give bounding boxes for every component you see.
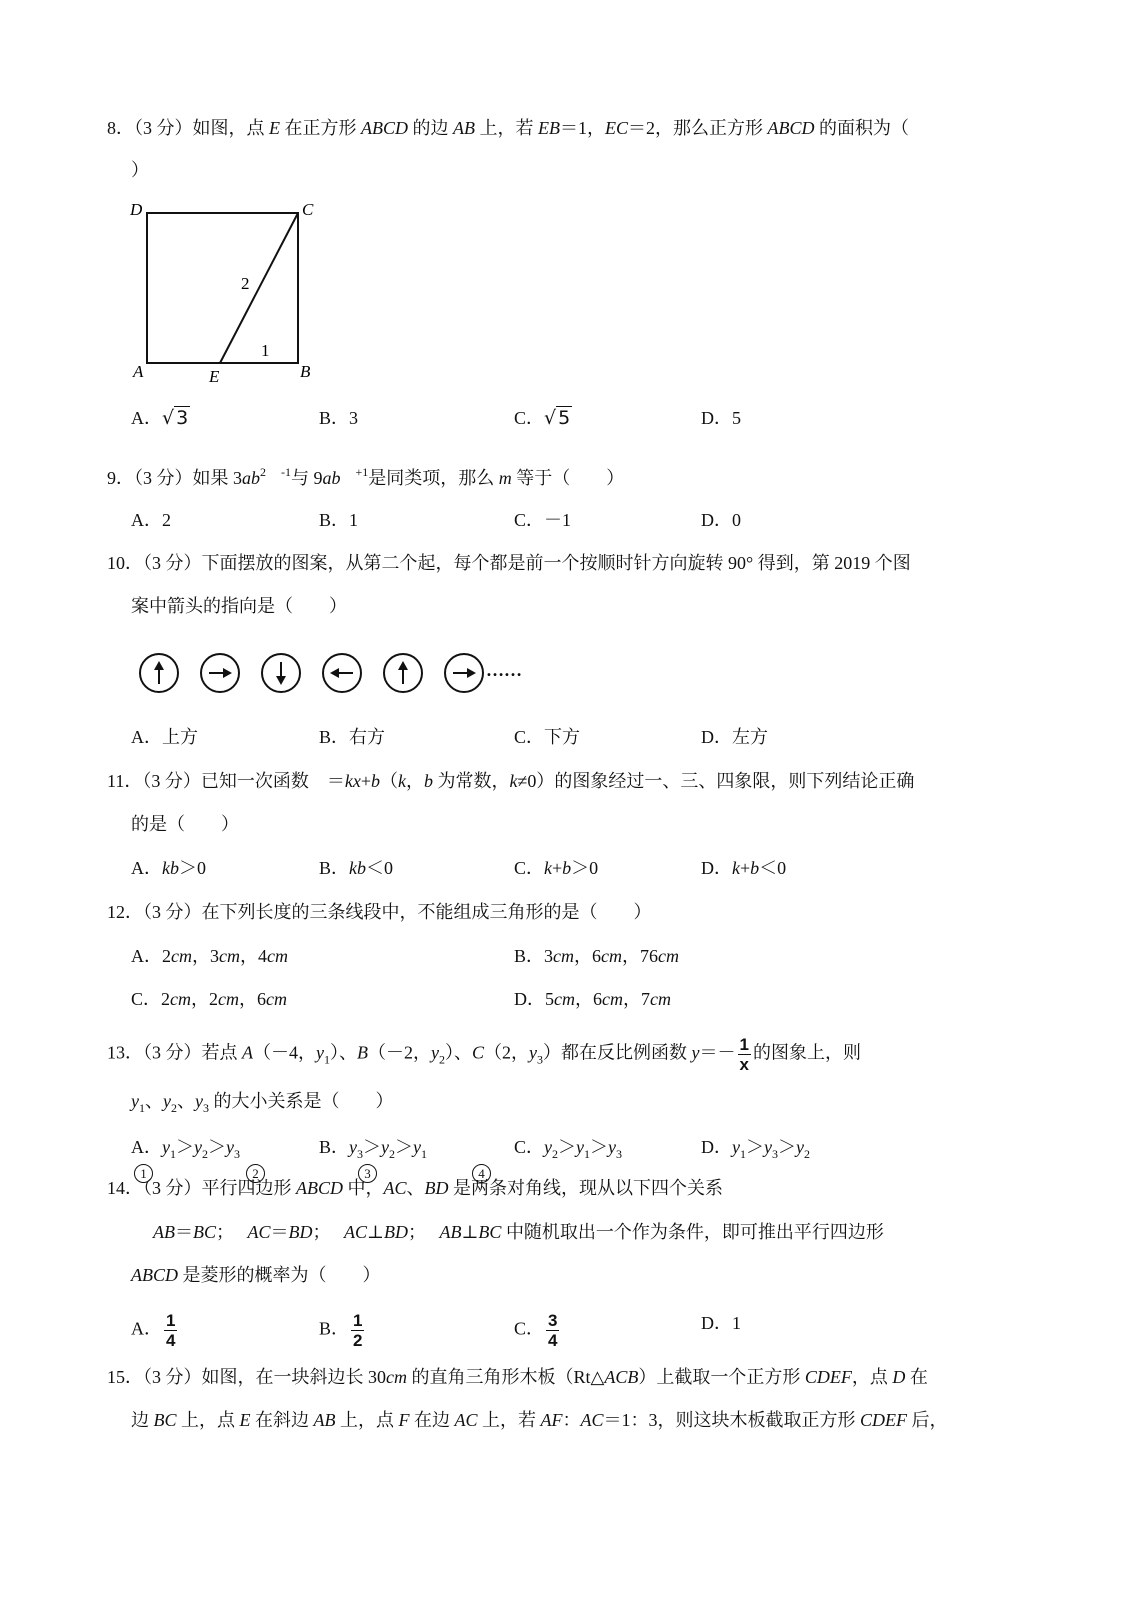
- option-d[interactable]: [701, 725, 768, 749]
- text-segment: 在: [905, 1367, 928, 1387]
- math-var: b: [423, 771, 433, 791]
- text-segment: ，: [405, 771, 424, 791]
- text-segment: ＝: [270, 1222, 289, 1242]
- text-segment: ＝2，那么正方形: [628, 118, 768, 138]
- text-segment: +: [552, 858, 563, 878]
- math-var: AC: [383, 1178, 407, 1198]
- text-segment: ＞: [363, 1137, 382, 1157]
- text-segment: C．: [514, 858, 545, 878]
- text-segment: 的直角三角形木板（Rt△: [407, 1367, 605, 1387]
- text-segment: 上，若: [475, 118, 538, 138]
- text-segment: ；: [407, 1222, 440, 1242]
- text-segment: ＞: [590, 1137, 609, 1157]
- text-segment: B．右方: [319, 727, 386, 747]
- text-segment: ＞: [778, 1137, 796, 1157]
- text-segment: ⊥: [461, 1222, 479, 1242]
- math-var: cm: [602, 989, 623, 1009]
- option-d[interactable]: [514, 987, 671, 1011]
- math-var: b: [562, 858, 572, 878]
- math-sup: 2: [260, 465, 266, 479]
- text-segment: 14．（3 分）平行四边形: [107, 1178, 296, 1198]
- text-segment: B．: [319, 1137, 350, 1157]
- text-segment: 15．（3 分）如图，在一块斜边长 30: [107, 1367, 386, 1387]
- math-var: D: [892, 1367, 906, 1387]
- text-segment: C．2: [131, 989, 171, 1009]
- text-segment: +: [360, 771, 371, 791]
- math-var: kx: [344, 771, 361, 791]
- text-segment: 8．（3 分）如图，点: [107, 118, 269, 138]
- text-segment: D．0: [701, 510, 741, 530]
- math-sup: -1: [266, 465, 291, 479]
- arrow-right-icon: [443, 652, 485, 694]
- text-segment: ＞: [176, 1137, 194, 1157]
- math-var: F: [398, 1410, 410, 1430]
- option-c[interactable]: [514, 725, 580, 749]
- fraction-denominator: 4: [548, 1331, 558, 1350]
- math-var: AB: [313, 1410, 336, 1430]
- option-c[interactable]: [514, 406, 572, 430]
- text-segment: ⊥: [367, 1222, 384, 1242]
- label-e: E: [209, 367, 220, 386]
- math-sub: 1: [740, 1147, 746, 1161]
- math-var: AC: [454, 1410, 478, 1430]
- math-sup: +1: [340, 465, 369, 479]
- fraction-numerator: 1: [739, 1035, 749, 1054]
- text-segment: C．: [514, 1137, 545, 1157]
- text-segment: ；: [216, 1222, 248, 1242]
- math-var: E: [269, 118, 280, 138]
- label-ec-length: 2: [241, 274, 250, 293]
- fraction-denominator: 4: [166, 1331, 176, 1350]
- q14-stem: [107, 1176, 723, 1200]
- text-segment: ＝－: [699, 1042, 736, 1063]
- math-var: BC: [193, 1222, 217, 1242]
- math-sub: 1: [139, 1101, 145, 1115]
- math-sub: 2: [389, 1147, 396, 1161]
- circled-number-2: 2: [246, 1164, 265, 1183]
- arrow-down-icon: [260, 652, 302, 694]
- text-segment: 等于（ ）: [511, 468, 625, 488]
- math-var: kb: [162, 858, 179, 878]
- math-sub: 1: [421, 1147, 428, 1161]
- math-var: AC: [247, 1222, 271, 1242]
- text-segment: C．: [514, 1318, 545, 1339]
- math-var: cm: [658, 946, 680, 966]
- math-var: y: [431, 1042, 439, 1063]
- text-segment: ，6: [574, 946, 602, 966]
- text-segment: 上，点: [335, 1410, 399, 1430]
- text-segment: +: [740, 858, 751, 878]
- math-var: y: [163, 1091, 171, 1111]
- option-b[interactable]: [319, 406, 358, 430]
- option-c[interactable]: [131, 987, 287, 1011]
- math-sub: 3: [616, 1147, 623, 1161]
- option-d[interactable]: [701, 1135, 810, 1166]
- option-a[interactable]: [131, 1311, 179, 1350]
- option-c[interactable]: [514, 508, 571, 532]
- text-segment: 上，点: [176, 1410, 240, 1430]
- text-segment: ＞0: [179, 858, 206, 878]
- text-segment: ＜0: [759, 858, 787, 878]
- option-a[interactable]: [131, 856, 206, 880]
- math-var: k: [397, 771, 406, 791]
- math-var: k: [509, 771, 518, 791]
- text-segment: ，3: [192, 946, 219, 966]
- math-sub: 1: [170, 1147, 176, 1161]
- text-segment: B．3: [514, 946, 554, 966]
- circled-number-4: 4: [472, 1164, 491, 1183]
- math-var: EC: [605, 118, 629, 138]
- text-segment: A．上方: [131, 727, 198, 747]
- text-segment: 的面积为（: [814, 118, 910, 138]
- radical-sign-icon: √: [162, 407, 175, 429]
- math-var: ABCD: [131, 1265, 178, 1285]
- text-segment: 9．（3 分）如果 3: [107, 468, 242, 488]
- q13-stem-cont: [131, 1089, 394, 1120]
- option-c[interactable]: [514, 1135, 622, 1166]
- option-d[interactable]: [701, 508, 741, 532]
- text-segment: ）、: [445, 1042, 472, 1063]
- text-segment: 、: [406, 1178, 425, 1198]
- math-var: y: [608, 1137, 617, 1157]
- text-segment: A．: [131, 1137, 162, 1157]
- text-segment: B．3: [319, 408, 359, 428]
- math-var: AC: [580, 1410, 604, 1430]
- math-var: cm: [266, 989, 288, 1009]
- text-segment: D．: [701, 1137, 732, 1157]
- text-segment: 在正方形: [280, 118, 361, 138]
- text-segment: ＝: [175, 1222, 193, 1242]
- text-segment: 在斜边: [250, 1410, 314, 1430]
- option-b[interactable]: [319, 856, 393, 880]
- text-segment: C．－1: [514, 510, 572, 530]
- math-var: ab: [242, 468, 260, 488]
- text-segment: ＝1，: [560, 118, 605, 138]
- math-var: cm: [601, 946, 623, 966]
- math-var: cm: [554, 989, 575, 1009]
- math-var: AC: [344, 1222, 368, 1242]
- math-var: cm: [218, 989, 240, 1009]
- fraction-numerator: 1: [353, 1311, 363, 1330]
- option-d[interactable]: [701, 406, 741, 430]
- math-var: y: [413, 1137, 422, 1157]
- fraction: [738, 1035, 751, 1074]
- text-segment: ）、: [330, 1042, 357, 1063]
- math-var: y: [195, 1091, 203, 1111]
- text-segment: ＞: [208, 1137, 226, 1157]
- math-sub: 2: [552, 1147, 559, 1161]
- math-var: b: [750, 858, 760, 878]
- text-segment: B．: [319, 1318, 350, 1339]
- text-segment: 是两条对角线，现从以下四个关系: [448, 1178, 724, 1198]
- option-a[interactable]: [131, 944, 288, 968]
- math-var: B: [357, 1042, 368, 1063]
- math-var: AB: [153, 1222, 175, 1242]
- text-segment: ，7: [623, 989, 650, 1009]
- circled-number-1: 1: [134, 1164, 153, 1183]
- math-var: y: [381, 1137, 390, 1157]
- text-segment: 的图象上，则: [752, 1042, 861, 1063]
- radicand: 3: [176, 407, 189, 429]
- option-a[interactable]: [131, 406, 190, 430]
- q14-stem-cont2: [131, 1263, 381, 1287]
- text-segment: A．: [131, 408, 162, 428]
- q10-stem-cont: [131, 594, 347, 618]
- text-segment: 、: [145, 1091, 163, 1111]
- math-sub: 1: [584, 1147, 591, 1161]
- math-var: cm: [553, 946, 575, 966]
- math-var: k: [544, 858, 553, 878]
- math-var: k: [732, 858, 740, 878]
- math-var: kb: [349, 858, 367, 878]
- math-sub: 2: [202, 1147, 208, 1161]
- radicand: 5: [558, 407, 571, 429]
- label-eb-length: 1: [261, 341, 270, 360]
- text-segment: B．: [319, 858, 350, 878]
- square-root: [162, 406, 190, 429]
- text-segment: ）上截取一个正方形: [638, 1367, 805, 1387]
- math-var: y: [131, 1091, 139, 1111]
- text-segment: ＝1：3，则这块木板截取正方形: [603, 1410, 861, 1430]
- math-var: y: [576, 1137, 585, 1157]
- math-var: y: [316, 1042, 324, 1063]
- math-var: cm: [267, 946, 288, 966]
- square-root: [544, 406, 572, 429]
- text-segment: C．: [514, 408, 545, 428]
- math-sub: 2: [804, 1147, 810, 1161]
- fraction: [164, 1311, 177, 1350]
- math-var: y: [732, 1137, 740, 1157]
- math-var: y: [691, 1042, 700, 1063]
- text-segment: D．左方: [701, 727, 768, 747]
- math-var: BC: [153, 1410, 177, 1430]
- q11-stem: [107, 769, 914, 793]
- option-a[interactable]: [131, 725, 198, 749]
- math-var: AB: [453, 118, 475, 138]
- math-var: AB: [439, 1222, 462, 1242]
- math-sub: 3: [203, 1101, 209, 1115]
- option-b[interactable]: [514, 944, 679, 968]
- fraction-denominator: 2: [353, 1331, 363, 1350]
- math-sub: 2: [171, 1101, 177, 1115]
- option-b[interactable]: [319, 1311, 366, 1350]
- q14-stem-cont: [153, 1220, 884, 1244]
- text-segment: ）: [131, 160, 149, 180]
- math-var: y: [226, 1137, 234, 1157]
- text-segment: D．5: [514, 989, 554, 1009]
- text-segment: C．下方: [514, 727, 581, 747]
- label-c: C: [302, 200, 314, 219]
- text-segment: A．: [131, 858, 162, 878]
- text-segment: （: [379, 771, 398, 791]
- text-segment: 13．（3 分）若点: [107, 1042, 242, 1063]
- math-var: BD: [424, 1178, 449, 1198]
- q15-stem-cont: [131, 1408, 948, 1432]
- math-var: y: [796, 1137, 804, 1157]
- option-a[interactable]: [131, 508, 171, 532]
- text-segment: （－2，: [368, 1042, 431, 1063]
- text-segment: 的大小关系是（ ）: [209, 1091, 394, 1111]
- text-segment: 是菱形的概率为（ ）: [178, 1265, 381, 1285]
- math-var: CDEF: [804, 1367, 852, 1387]
- text-segment: ，6: [575, 989, 602, 1009]
- text-segment: ≠0）的图象经过一、三、四象限，则下列结论正确: [517, 771, 915, 791]
- option-b[interactable]: [319, 725, 385, 749]
- text-segment: 的边: [408, 118, 453, 138]
- math-var: BC: [478, 1222, 502, 1242]
- math-var: ab: [322, 468, 341, 488]
- text-segment: ，2: [191, 989, 219, 1009]
- q11-stem-cont: [131, 812, 239, 836]
- option-b[interactable]: [319, 508, 358, 532]
- math-var: CDEF: [860, 1410, 908, 1430]
- text-segment: ，4: [240, 946, 267, 966]
- option-c[interactable]: [514, 1311, 561, 1350]
- math-var: BD: [383, 1222, 408, 1242]
- text-segment: （－4，: [253, 1042, 316, 1063]
- math-sub: 2: [439, 1052, 445, 1067]
- math-var: A: [242, 1042, 253, 1063]
- math-var: y: [764, 1137, 772, 1157]
- text-segment: ＞: [395, 1137, 414, 1157]
- arrow-left-icon: [321, 652, 363, 694]
- math-var: y: [194, 1137, 202, 1157]
- math-var: cm: [219, 946, 240, 966]
- circled-number-3: 3: [358, 1164, 377, 1183]
- math-sub: 3: [357, 1147, 364, 1161]
- math-var: cm: [386, 1367, 407, 1387]
- arrow-up-icon: [382, 652, 424, 694]
- math-var: ABCD: [767, 118, 815, 138]
- text-segment: ）都在反比例函数: [543, 1042, 692, 1063]
- math-sub: 1: [324, 1052, 330, 1067]
- text-segment: 上，若: [477, 1410, 541, 1430]
- text-segment: 边: [131, 1410, 154, 1430]
- label-b: B: [300, 362, 311, 381]
- text-segment: D．5: [701, 408, 741, 428]
- q8-square-figure: [120, 195, 330, 390]
- fraction: [351, 1311, 364, 1350]
- text-segment: ＜0: [366, 858, 394, 878]
- label-d: D: [130, 200, 143, 219]
- text-segment: ＞: [746, 1137, 764, 1157]
- q8-stem: [107, 116, 909, 140]
- math-var: y: [162, 1137, 170, 1157]
- text-segment: 中，: [343, 1178, 384, 1198]
- math-sub: 3: [234, 1147, 240, 1161]
- text-segment: 中随机取出一个作为条件，即可推出平行四边形: [501, 1222, 884, 1242]
- arrow-up-icon: [138, 652, 180, 694]
- text-segment: A．: [131, 1318, 162, 1339]
- text-segment: 后，: [907, 1410, 948, 1430]
- math-var: b: [370, 771, 380, 791]
- fraction-numerator: 3: [548, 1311, 558, 1330]
- text-segment: ，76: [622, 946, 659, 966]
- q10-stem: [107, 551, 911, 575]
- text-segment: 是同类项，那么: [368, 468, 499, 488]
- text-segment: ，6: [239, 989, 267, 1009]
- math-var: y: [544, 1137, 553, 1157]
- fraction-denominator: x: [739, 1055, 749, 1074]
- math-sub: 3: [537, 1052, 544, 1067]
- q13-stem: [107, 1035, 861, 1074]
- math-var: ACB: [604, 1367, 639, 1387]
- math-var: C: [472, 1042, 485, 1063]
- fraction-numerator: 1: [166, 1311, 176, 1330]
- q12-stem: [107, 900, 652, 924]
- text-segment: 11．（3 分）已知一次函数 ＝: [107, 771, 345, 791]
- option-c[interactable]: [514, 856, 598, 880]
- math-var: EB: [538, 118, 560, 138]
- text-segment: 、: [177, 1091, 195, 1111]
- fraction: [546, 1311, 559, 1350]
- option-d[interactable]: [701, 1311, 741, 1335]
- math-var: cm: [650, 989, 671, 1009]
- option-b[interactable]: [319, 1135, 427, 1166]
- text-segment: ＞0: [571, 858, 599, 878]
- text-segment: ：: [562, 1410, 581, 1430]
- math-var: AF: [540, 1410, 563, 1430]
- math-var: ABCD: [296, 1178, 343, 1198]
- math-var: E: [239, 1410, 251, 1430]
- text-segment: 的是（ ）: [131, 814, 239, 834]
- text-segment: D．: [701, 858, 732, 878]
- text-segment: A．2: [131, 946, 171, 966]
- label-a: A: [133, 362, 144, 381]
- math-var: cm: [170, 989, 192, 1009]
- text-segment: 10．（3 分）下面摆放的图案，从第二个起，每个都是前一个按顺时针方向旋转 90° 得到，第 2019 个图: [107, 553, 911, 573]
- math-var: cm: [171, 946, 192, 966]
- q10-ellipsis: ……: [486, 660, 522, 680]
- text-segment: ；: [312, 1222, 345, 1242]
- math-sub: 3: [772, 1147, 778, 1161]
- q8-stem-cont: [131, 158, 149, 182]
- text-segment: D．1: [701, 1313, 741, 1333]
- math-var: y: [349, 1137, 358, 1157]
- text-segment: 为常数，: [432, 771, 510, 791]
- option-d[interactable]: [701, 856, 786, 880]
- q9-stem: [107, 460, 624, 490]
- arrow-right-icon: [199, 652, 241, 694]
- math-var: y: [529, 1042, 538, 1063]
- option-a[interactable]: [131, 1135, 240, 1166]
- text-segment: 案中箭头的指向是（ ）: [131, 596, 347, 616]
- text-segment: 在边: [409, 1410, 455, 1430]
- text-segment: ，点: [851, 1367, 893, 1387]
- math-var: m: [498, 468, 512, 488]
- text-segment: （2，: [484, 1042, 530, 1063]
- math-var: ABCD: [361, 118, 408, 138]
- text-segment: 12．（3 分）在下列长度的三条线段中，不能组成三角形的是（ ）: [107, 902, 652, 922]
- text-segment: ＞: [558, 1137, 577, 1157]
- q15-stem: [107, 1365, 928, 1389]
- text-segment: B．1: [319, 510, 359, 530]
- text-segment: 与 9: [291, 468, 323, 488]
- radical-sign-icon: √: [544, 407, 557, 429]
- math-var: BD: [288, 1222, 313, 1242]
- text-segment: A．2: [131, 510, 171, 530]
